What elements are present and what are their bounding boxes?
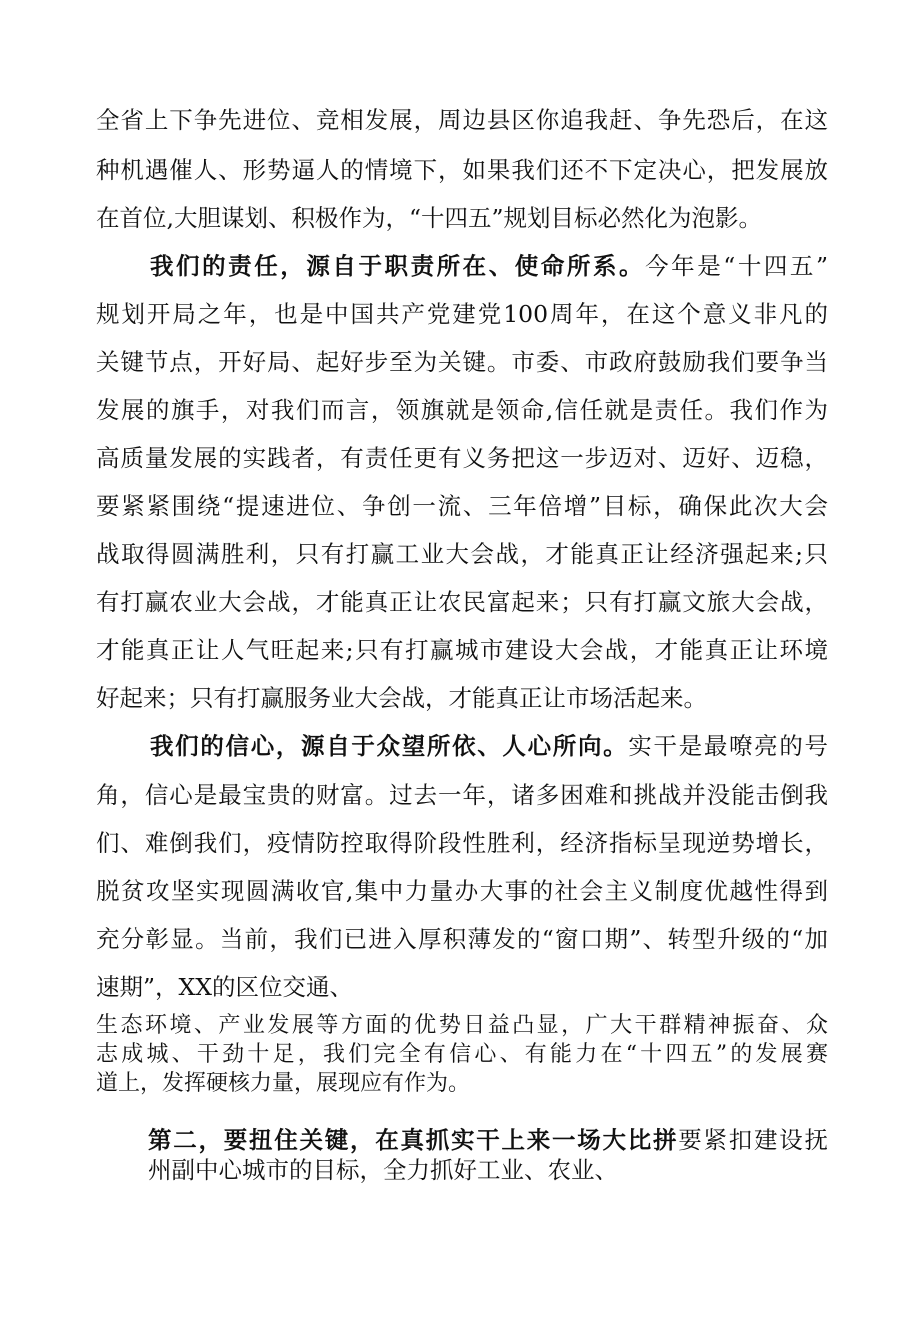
- text-line: 规划开局之年，也是中国共产党建党100周年，在这个意义非凡的: [96, 300, 828, 328]
- paragraph-text: 今年是“十四五”: [645, 252, 829, 280]
- text-line: 生态环境、产业发展等方面的优势日益凸显，广大干群精神振奋、众: [96, 1013, 828, 1038]
- paragraph-lead: 第二，要扭住关键，在真抓实干上来一场大比拼: [148, 1126, 679, 1154]
- text-line: 州副中心城市的目标，全力抓好工业、农业、: [148, 1156, 618, 1184]
- paragraph-lead: 我们的信心，源自于众望所依、人心所向。: [150, 732, 629, 760]
- text-line: 全省上下争先进位、竞相发展，周边县区你追我赶、争先恐后，在这: [96, 106, 828, 134]
- text-line: 速期”，XX的区位交通、: [96, 973, 353, 1001]
- paragraph-first-line: [150, 251, 828, 281]
- paragraph-first-line: [150, 731, 828, 761]
- text-line: 发展的旗手，对我们而言，领旗就是领命,信任就是责任。我们作为: [96, 396, 828, 424]
- text-line: 战取得圆满胜利，只有打赢工业大会战，才能真正让经济强起来;只: [96, 540, 828, 568]
- text-line: 脱贫攻坚实现圆满收官,集中力量办大事的社会主义制度优越性得到: [96, 877, 828, 905]
- text-line: 充分彰显。当前，我们已进入厚积薄发的“窗口期”、转型升级的“加: [96, 925, 828, 953]
- paragraph-text: 要紧扣建设抚: [678, 1126, 828, 1154]
- text-line: 好起来；只有打赢服务业大会战，才能真正让市场活起来。: [96, 684, 707, 712]
- text-line: 高质量发展的实践者，有责任更有义务把这一步迈对、迈好、迈稳，: [96, 444, 828, 472]
- paragraph-text: 实干是最嘹亮的号: [628, 732, 829, 760]
- paragraph-first-line: [148, 1125, 828, 1155]
- text-line: 道上，发挥硬核力量，展现应有作为。: [96, 1071, 471, 1096]
- text-line: 才能真正让人气旺起来;只有打赢城市建设大会战，才能真正让环境: [96, 636, 828, 664]
- text-line: 角，信心是最宝贵的财富。过去一年，诸多困难和挑战并没能击倒我: [96, 781, 828, 809]
- text-line: 在首位,大胆谋划、积极作为，“十四五”规划目标必然化为泡影。: [96, 204, 762, 232]
- text-line: 志成城、干劲十足，我们完全有信心、有能力在“十四五”的发展赛: [96, 1042, 828, 1067]
- text-line: 有打赢农业大会战，才能真正让农民富起来；只有打赢文旅大会战，: [96, 588, 828, 616]
- text-line: 种机遇催人、形势逼人的情境下，如果我们还不下定决心，把发展放: [96, 156, 828, 184]
- paragraph-lead: 我们的责任，源自于职责所在、使命所系。: [150, 252, 646, 280]
- text-line: 们、难倒我们，疫情防控取得阶段性胜利，经济指标呈现逆势增长，: [96, 829, 828, 857]
- text-line: 要紧紧围绕“提速进位、争创一流、三年倍增”目标，确保此次大会: [96, 492, 828, 520]
- text-line: 关键节点，开好局、起好步至为关键。市委、市政府鼓励我们要争当: [96, 348, 828, 376]
